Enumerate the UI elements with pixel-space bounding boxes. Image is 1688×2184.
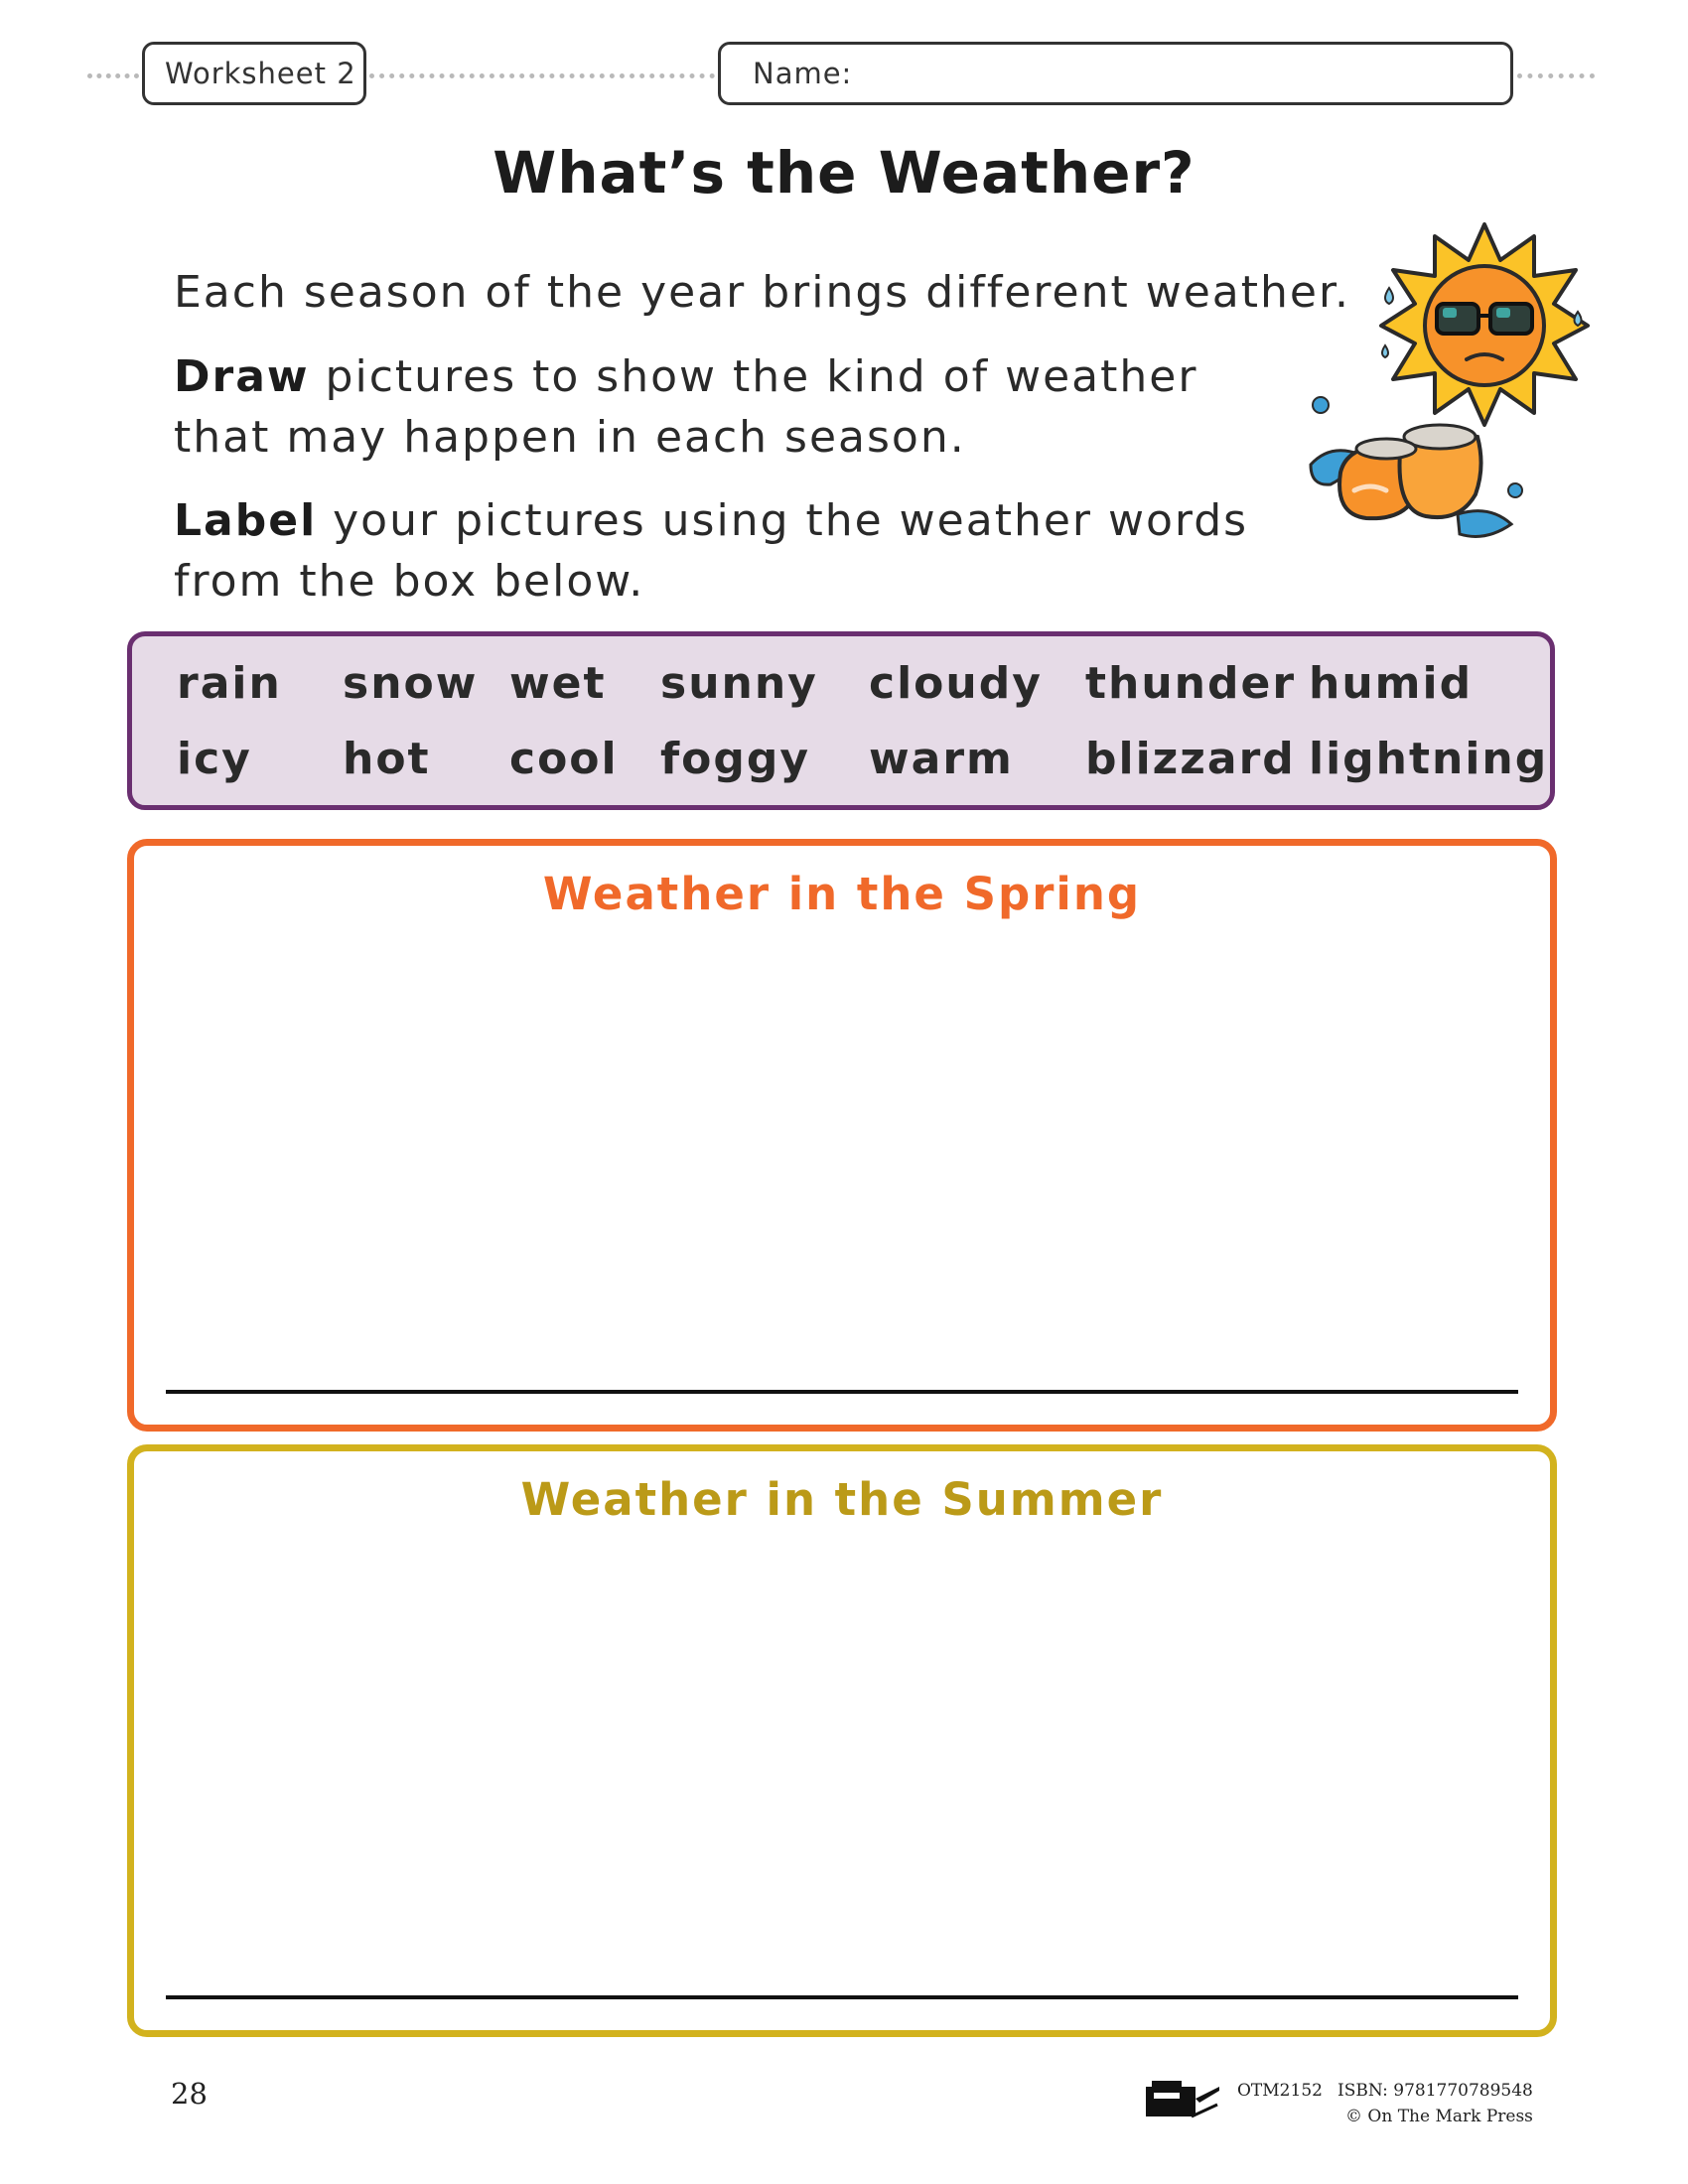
word-hot: hot [343,734,431,784]
orange-boots-splash-icon [1291,395,1529,549]
label-text-1: your pictures using the weather words [317,495,1249,546]
page-title: What’s the Weather? [492,139,1196,206]
copier-icon [1144,2077,1223,2122]
word-rain: rain [177,658,282,709]
draw-keyword: Draw [174,351,310,402]
worksheet-label-text: Worksheet 2 [165,57,356,90]
word-warm: warm [869,734,1014,784]
word-bank [127,631,1555,810]
word-sunny: sunny [660,658,818,709]
name-field[interactable] [718,42,1513,105]
name-label: Name: [753,57,853,90]
intro-text [174,262,1350,323]
word-blizzard: blizzard [1085,734,1296,784]
spring-label-line[interactable] [166,1390,1518,1394]
spring-drawing-area[interactable] [127,839,1557,1432]
worksheet-label [142,42,366,105]
label-keyword: Label [174,495,318,546]
summer-title: Weather in the Summer [520,1473,1164,1526]
word-wet: wet [509,658,607,709]
draw-instruction [174,346,1197,468]
header-dots-left [87,73,139,78]
header-dots-right [1517,73,1595,78]
page-number: 28 [171,2077,208,2111]
header-dots-middle [369,73,715,78]
label-text-2: from the box below. [174,556,645,607]
isbn: ISBN: 9781770789548 [1337,2081,1533,2101]
word-lightning: lightning [1309,734,1549,784]
summer-label-line[interactable] [166,1995,1518,1999]
spring-title: Weather in the Spring [542,868,1142,920]
word-humid: humid [1309,658,1474,709]
product-code: OTM2152 [1237,2081,1323,2101]
copyright: © On The Mark Press [1345,2107,1533,2126]
summer-drawing-area[interactable] [127,1444,1557,2037]
label-instruction [174,490,1248,612]
draw-text-1: pictures to show the kind of weather [309,351,1198,402]
word-cool: cool [509,734,619,784]
word-cloudy: cloudy [869,658,1043,709]
word-foggy: foggy [660,734,811,784]
word-icy: icy [177,734,252,784]
word-thunder: thunder [1085,658,1297,709]
word-snow: snow [343,658,479,709]
intro-line: Each season of the year brings different weather. [174,267,1351,318]
draw-text-2: that may happen in each season. [174,412,966,463]
